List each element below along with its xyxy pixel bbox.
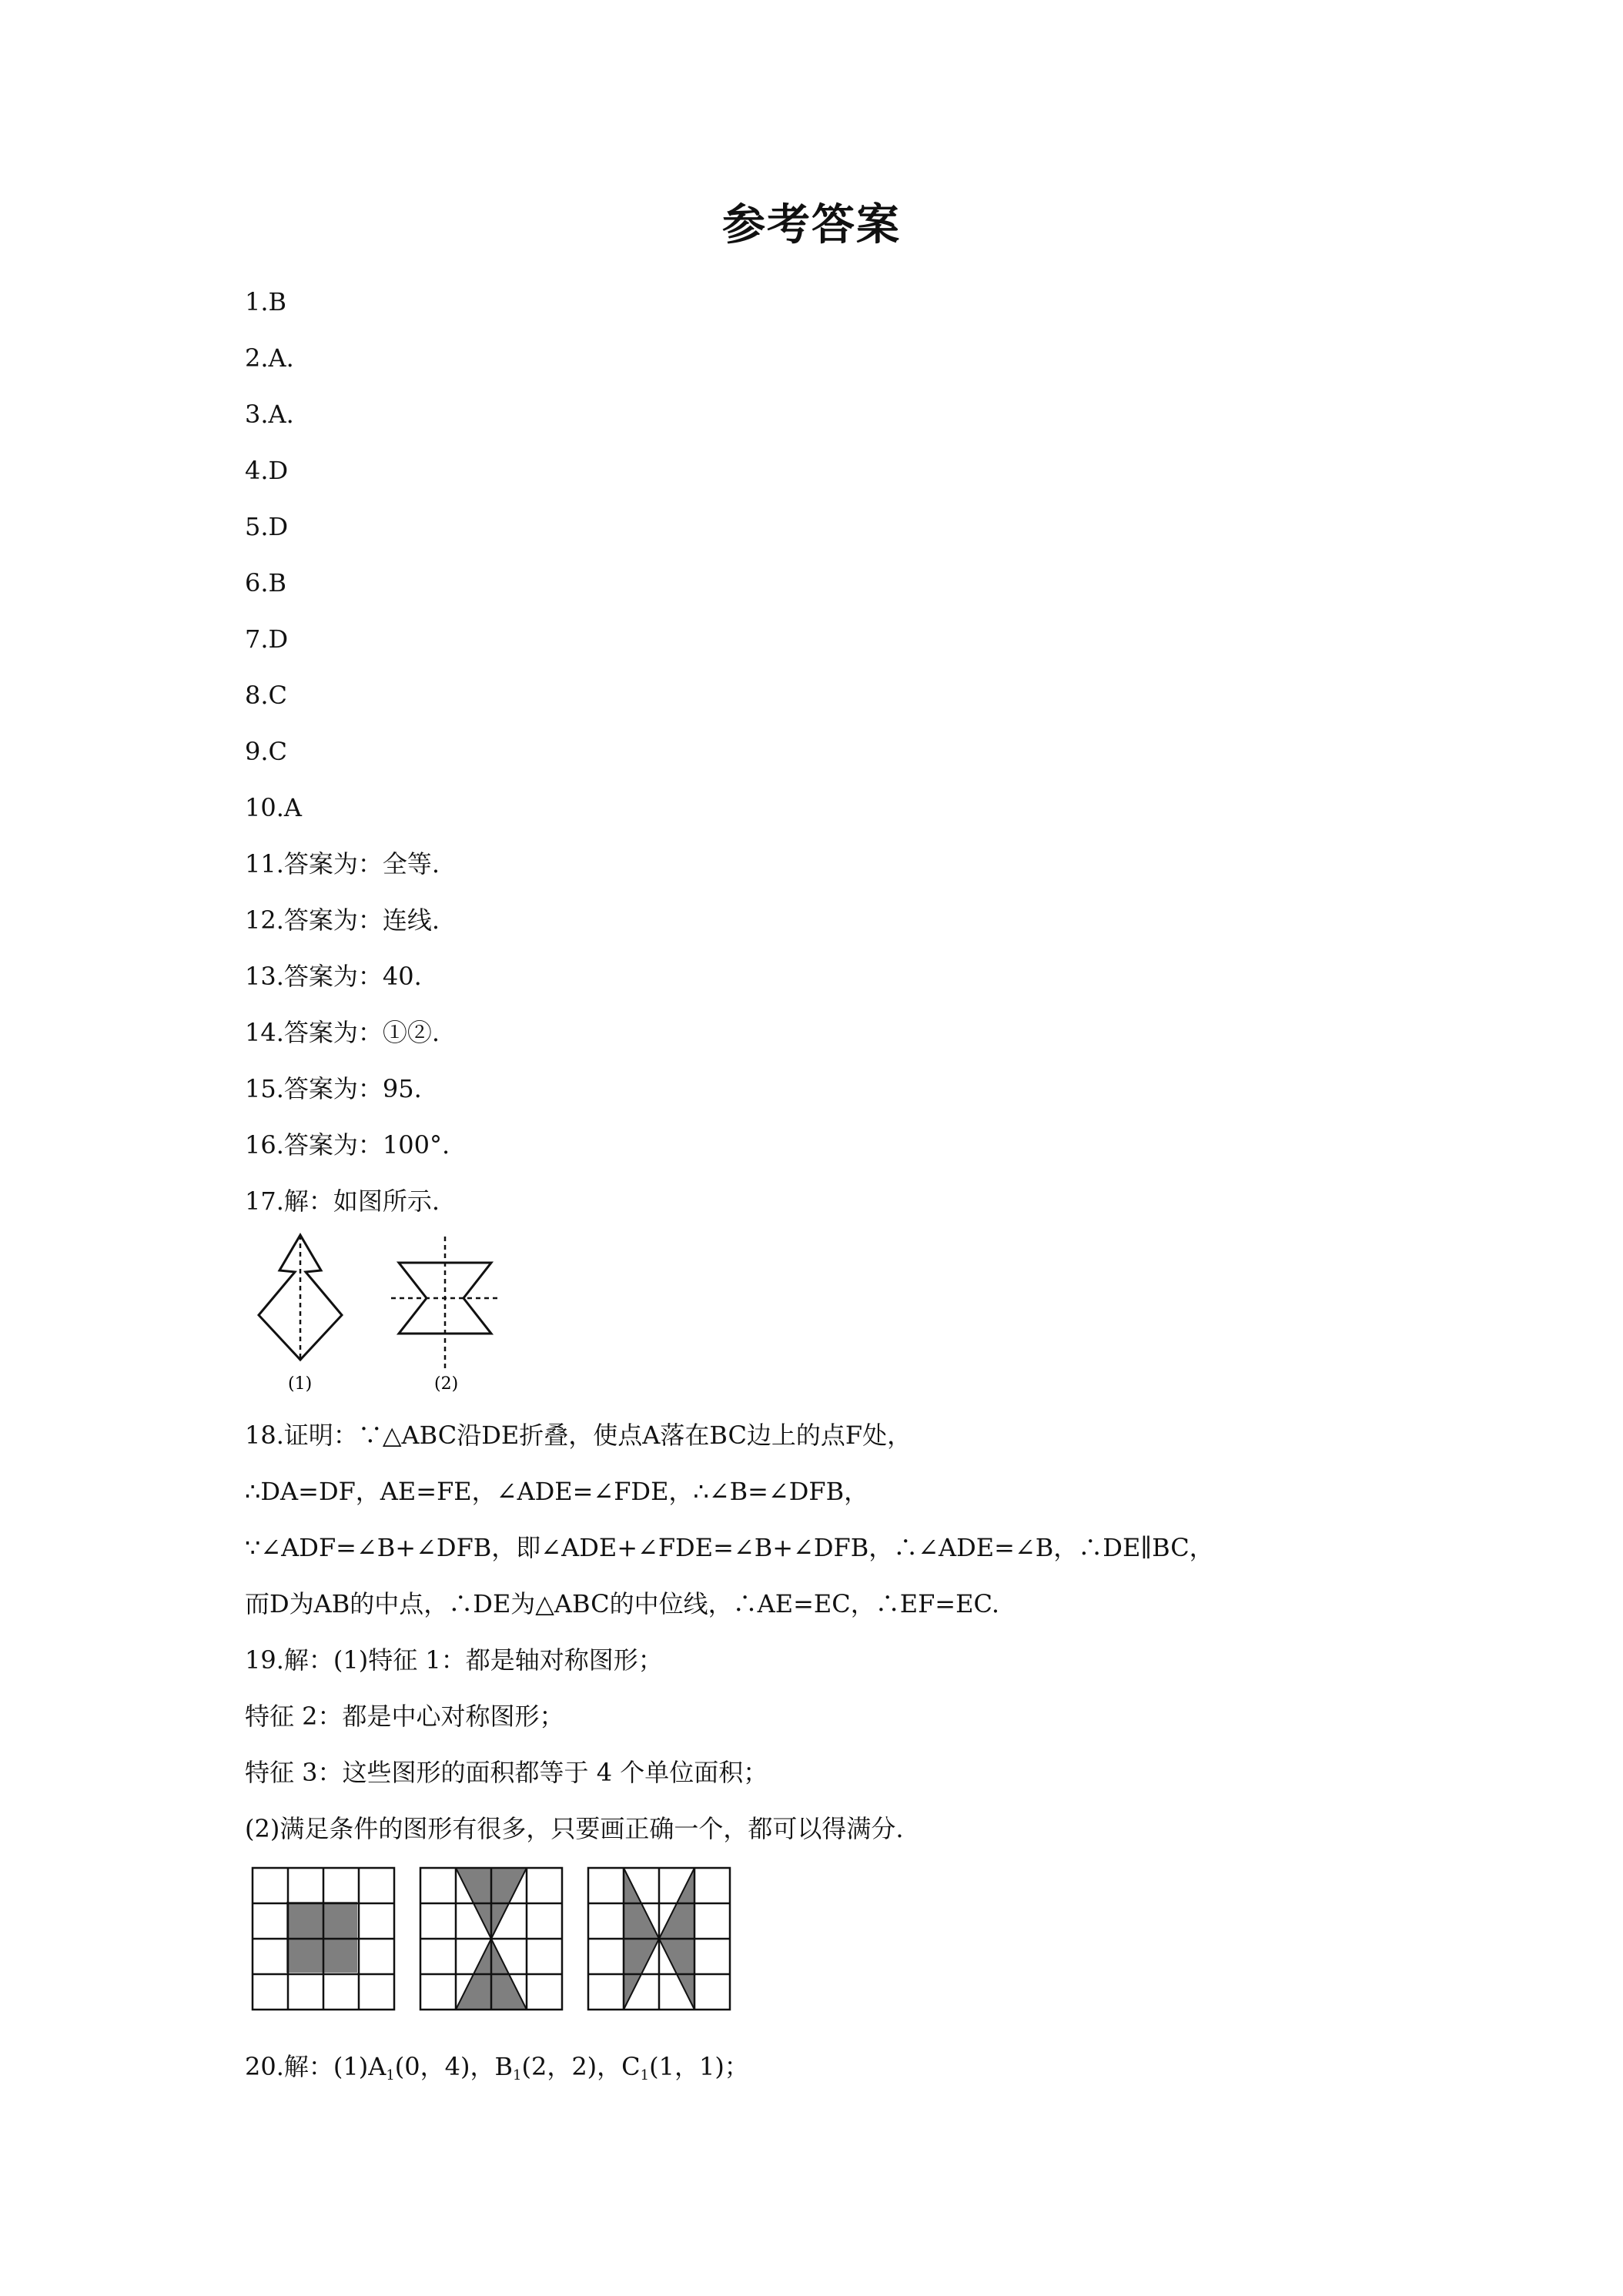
answer-line: 6.B: [245, 568, 287, 597]
q19-line: 19.解：(1)特征 1：都是轴对称图形；: [245, 1645, 663, 1675]
page-title: 参考答案: [722, 200, 901, 250]
q18-line: 而D为AB的中点，∴DE为△ABC的中位线，∴AE=EC，∴EF=EC.: [245, 1589, 999, 1618]
answer-line: 10.A: [245, 793, 302, 822]
q18-line: 18.证明：∵△ABC沿DE折叠，使点A落在BC边上的点F处，: [245, 1421, 912, 1450]
q20-a-value: (0，4)，B: [394, 2052, 514, 2081]
q18-line: ∵∠ADF=∠B+∠DFB，即∠ADE+∠FDE=∠B+∠DFB，∴∠ADE=∠B，∴DE∥BC，: [245, 1533, 1214, 1562]
answer-line: 16.答案为：100°.: [245, 1130, 450, 1160]
q20-b-subscript: 1: [513, 2067, 522, 2083]
answer-line: 14.答案为：①②.: [245, 1018, 440, 1047]
q18-line: ∴DA=DF，AE=FE，∠ADE=∠FDE，∴∠B=∠DFB，: [245, 1477, 869, 1506]
figure-17: [245, 1230, 522, 1400]
figure-17-label-2: (2): [434, 1374, 459, 1394]
q19-line: 特征 3：这些图形的面积都等于 4 个单位面积；: [245, 1758, 768, 1787]
figure-17-label-1: (1): [288, 1374, 313, 1394]
q20-b-value: (2，2)，C: [521, 2052, 641, 2081]
q19-line: 特征 2：都是中心对称图形；: [245, 1702, 564, 1731]
answer-line: 11.答案为：全等.: [245, 849, 440, 879]
answer-line: 15.答案为：95.: [245, 1074, 422, 1103]
answer-line: 9.C: [245, 737, 288, 766]
figure-19-grid-3: [587, 1866, 731, 2011]
answer-line: 8.C: [245, 681, 288, 710]
answer-line: 1.B: [245, 287, 287, 316]
q20-a-subscript: 1: [386, 2067, 395, 2083]
figure-19-grid-2: [419, 1866, 564, 2011]
answer-line: 3.A.: [245, 400, 294, 429]
answer-line: 4.D: [245, 456, 289, 485]
q20-line: [245, 2050, 749, 2093]
q20-prefix: 20.解：(1)A: [245, 2052, 387, 2081]
answer-line: 17.解：如图所示.: [245, 1186, 440, 1216]
figure-19-grid-1: [251, 1866, 396, 2011]
answer-line: 7.D: [245, 624, 289, 654]
q20-c-value: (1，1)；: [649, 2052, 749, 2081]
answer-line: 2.A.: [245, 343, 294, 373]
answer-line: 13.答案为：40.: [245, 962, 422, 991]
figure-17-shape-2: [391, 1237, 499, 1371]
figure-17-shape-1: [259, 1235, 342, 1360]
q19-line: (2)满足条件的图形有很多，只要画正确一个，都可以得满分.: [245, 1814, 904, 1843]
q20-c-subscript: 1: [640, 2067, 650, 2083]
answer-line: 5.D: [245, 512, 289, 541]
answer-line: 12.答案为：连线.: [245, 905, 440, 935]
